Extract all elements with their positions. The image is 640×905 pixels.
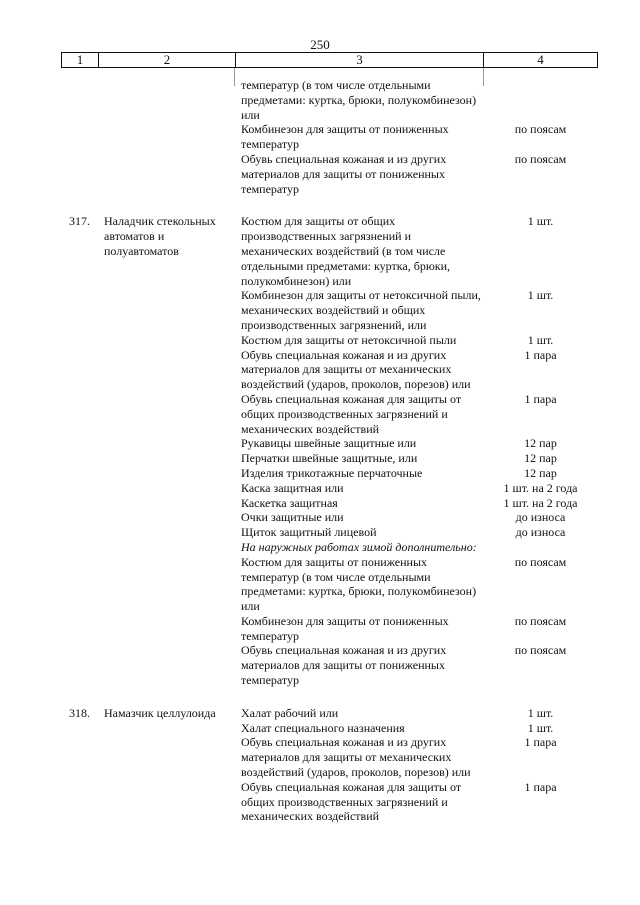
column-header-row	[61, 52, 598, 68]
issue-norm: 1 шт.	[527, 332, 554, 347]
table-row	[235, 78, 598, 122]
protective-item: Обувь специальная кожаная для защиты от общих производственных загрязнений и механических воздействий	[241, 391, 462, 436]
table-row	[235, 525, 598, 540]
protective-item: Обувь специальная кожаная и из других материалов для защиты от механических воздействий (ударов, проколов, порезов) или	[241, 735, 471, 780]
table-row	[235, 122, 598, 152]
entry-number: 317.	[69, 214, 90, 229]
table-row	[235, 540, 598, 555]
profession-entry	[61, 214, 598, 688]
protective-item: Каска защитная или	[241, 480, 344, 495]
item-list	[235, 706, 598, 824]
issue-norm	[483, 78, 598, 122]
protective-item: Рукавицы швейные защитные или	[241, 436, 417, 451]
table-row	[235, 392, 598, 436]
table-row	[235, 780, 598, 824]
issue-norm: 1 шт.	[527, 705, 554, 720]
issue-norm: 1 шт. на 2 года	[503, 480, 578, 495]
issue-norm: 12 пар	[524, 465, 557, 480]
issue-norm: 1 пара	[524, 347, 557, 362]
table-row	[235, 466, 598, 481]
table-row	[235, 510, 598, 525]
protective-item: Обувь специальная кожаная и из других материалов для защиты от пониженных температур	[241, 151, 447, 196]
protective-item: Халат специального назначения	[241, 720, 405, 735]
table-row	[235, 735, 598, 779]
issue-norm: 1 шт. на 2 года	[503, 495, 578, 510]
table-row	[235, 333, 598, 348]
issue-norm: по поясам	[514, 643, 567, 658]
protective-item: Перчатки швейные защитные, или	[241, 451, 418, 466]
section-note: На наружных работах зимой дополнительно:	[241, 539, 477, 554]
issue-norm: 1 пара	[524, 779, 557, 794]
protective-item: Обувь специальная кожаная и из других материалов для защиты от пониженных температур	[241, 643, 447, 688]
column-header-4: 4	[537, 52, 544, 67]
issue-norm: 12 пар	[524, 436, 557, 451]
column-header-2: 2	[99, 53, 236, 67]
protective-item: Комбинезон для защиты от пониженных температур	[241, 613, 449, 643]
issue-norm: до износа	[515, 510, 566, 525]
issue-norm: 1 шт.	[527, 214, 554, 229]
issue-norm: до износа	[515, 525, 566, 540]
profession-name: Намазчик целлулоида	[104, 705, 216, 720]
table-row	[235, 481, 598, 496]
table-row	[235, 451, 598, 466]
page-number: 250	[310, 37, 330, 52]
issue-norm: по поясам	[514, 122, 567, 137]
protective-item: Комбинезон для защиты от нетоксичной пыли, механических воздействий и общих производственных загрязнений, или	[241, 288, 481, 332]
issue-norm: 1 шт.	[527, 720, 554, 735]
table-row	[235, 643, 598, 687]
item-list	[235, 214, 598, 688]
table-row	[235, 706, 598, 721]
table-row	[235, 721, 598, 736]
issue-norm: 1 шт.	[527, 288, 554, 303]
protective-item: Комбинезон для защиты от пониженных температур	[241, 122, 449, 152]
issue-norm: 1 пара	[524, 735, 557, 750]
profession-name: Наладчик стекольных автоматов и полуавтоматов	[104, 214, 216, 258]
item-list	[235, 78, 598, 196]
table-row	[235, 614, 598, 644]
table-row	[235, 348, 598, 392]
protective-item: Щиток защитный лицевой	[241, 525, 377, 540]
issue-norm: по поясам	[514, 151, 567, 166]
entry-number: 318.	[69, 705, 90, 720]
issue-norm: 1 пара	[524, 391, 557, 406]
issue-norm: 12 пар	[524, 451, 557, 466]
issue-norm: по поясам	[514, 613, 567, 628]
profession-entry	[61, 706, 598, 824]
issue-norm: по поясам	[514, 554, 567, 569]
table-row	[235, 496, 598, 511]
continuation-block	[61, 78, 598, 196]
table-row	[235, 152, 598, 196]
protective-item: Обувь специальная кожаная для защиты от общих производственных загрязнений и механических воздействий	[241, 779, 462, 824]
table-row	[235, 436, 598, 451]
protective-item: Каскетка защитная	[241, 495, 338, 510]
protective-item: Обувь специальная кожаная и из других материалов для защиты от механических воздействий (ударов, проколов, порезов) или	[241, 347, 471, 392]
table-row	[235, 214, 598, 288]
table-row	[235, 288, 598, 332]
table-row	[235, 555, 598, 614]
protective-item: Костюм для защиты от общих производственных загрязнений и механических воздействий (в том числе отдельными предметами: куртка, брюки, полукомбинезон) или	[241, 214, 451, 288]
protective-item: температур (в том числе отдельными предметами: куртка, брюки, полукомбинезон) или	[241, 78, 477, 122]
column-header-1: 1	[62, 53, 99, 67]
protective-item: Халат рабочий или	[241, 705, 339, 720]
protective-item: Очки защитные или	[241, 510, 344, 525]
protective-item: Изделия трикотажные перчаточные	[241, 465, 423, 480]
norms-table-body	[61, 78, 598, 824]
protective-item: Костюм для защиты от нетоксичной пыли	[241, 332, 457, 347]
column-header-3: 3	[236, 53, 484, 67]
issue-norm	[483, 540, 598, 555]
protective-item: Костюм для защиты от пониженных температур (в том числе отдельными предметами: куртка, брюки, полукомбинезон) или	[241, 554, 477, 614]
